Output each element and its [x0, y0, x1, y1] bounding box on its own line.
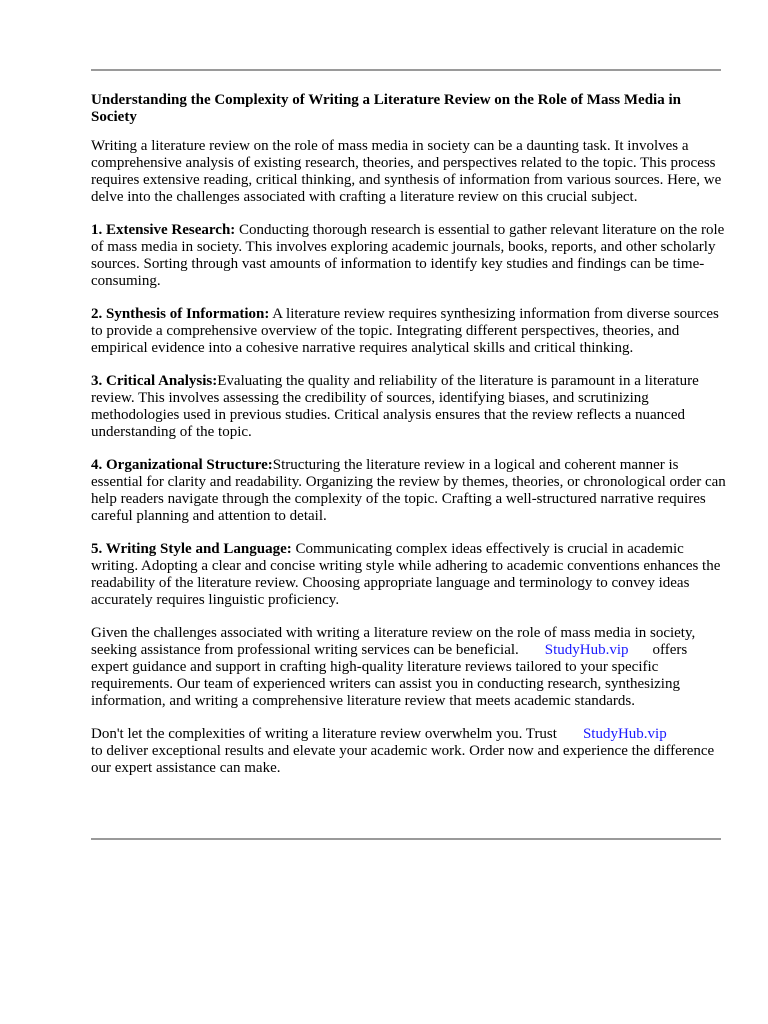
point-text: Communicating complex ideas effectively is crucial in academic writing. Adopting a clear and concise writing style while adhering to academic conventions enhances the readability of the literature review. Choosing appropriate language and terminology to convey ideas accurately requires linguistic proficiency. — [91, 541, 721, 608]
document-title: Understanding the Complexity of Writing a Literature Review on the Role of Mass Media in Society — [91, 92, 681, 125]
point-paragraph-3 — [91, 373, 727, 441]
final-text-after: to deliver exceptional results and elevate your academic work. Order now and experience the difference our expert assistance can make. — [91, 743, 715, 776]
bottom-divider — [91, 838, 721, 840]
final-paragraph — [91, 726, 727, 777]
closing-text-after: offers expert guidance and support in crafting high-quality literature reviews tailored to your specific requirements. Our team of experienced writers can assist you in conducting research, synthesizing information, and writing a comprehensive literature review that meets academic standards. — [91, 642, 688, 709]
intro-paragraph: Writing a literature review on the role of mass media in society can be a daunting task. It involves a comprehensive analysis of existing research, theories, and perspectives related to the topic. This process requires extensive reading, critical thinking, and synthesis of information from various sources. Here, we delve into the challenges associated with crafting a literature review on this crucial subject. — [91, 138, 722, 205]
document-body — [91, 92, 727, 793]
point-heading: 2. Synthesis of Information: — [91, 306, 270, 322]
point-paragraph-4 — [91, 457, 727, 525]
studyhub-link[interactable]: StudyHub.vip — [544, 642, 629, 658]
studyhub-link[interactable]: StudyHub.vip — [582, 726, 667, 742]
point-heading: 3. Critical Analysis: — [91, 373, 218, 389]
closing-paragraph — [91, 625, 727, 710]
point-text: A literature review requires synthesizing information from diverse sources to provide a comprehensive overview of the topic. Integrating different perspectives, theories, and empirical evidence into a cohesive narrative requires analytical skills and critical thinking. — [91, 306, 719, 356]
final-text-before: Don't let the complexities of writing a literature review overwhelm you. Trust — [91, 726, 557, 742]
point-heading: 4. Organizational Structure: — [91, 457, 273, 473]
top-divider — [91, 69, 721, 71]
point-heading: 1. Extensive Research: — [91, 222, 236, 238]
point-paragraph-2 — [91, 306, 727, 357]
point-paragraph-5 — [91, 541, 727, 609]
closing-text-before: Given the challenges associated with writing a literature review on the role of mass media in society, seeking assistance from professional writing services can be beneficial. — [91, 625, 696, 658]
point-text: Structuring the literature review in a logical and coherent manner is essential for clarity and readability. Organizing the review by themes, theories, or chronological order can help readers navigate through the complexity of the topic. Crafting a well-structured narrative requires careful planning and attention to detail. — [91, 457, 726, 524]
point-heading: 5. Writing Style and Language: — [91, 541, 292, 557]
point-text: Evaluating the quality and reliability of the literature is paramount in a literature review. This involves assessing the credibility of sources, identifying biases, and scrutinizing methodologies used in previous studies. Critical analysis ensures that the review reflects a nuanced understanding of the topic. — [91, 373, 699, 440]
point-paragraph-1 — [91, 222, 727, 290]
point-text: Conducting thorough research is essential to gather relevant literature on the role of mass media in society. This involves exploring academic journals, books, reports, and other scholarly sources. Sorting through vast amounts of information to identify key studies and findings can be time-consuming. — [91, 222, 725, 289]
